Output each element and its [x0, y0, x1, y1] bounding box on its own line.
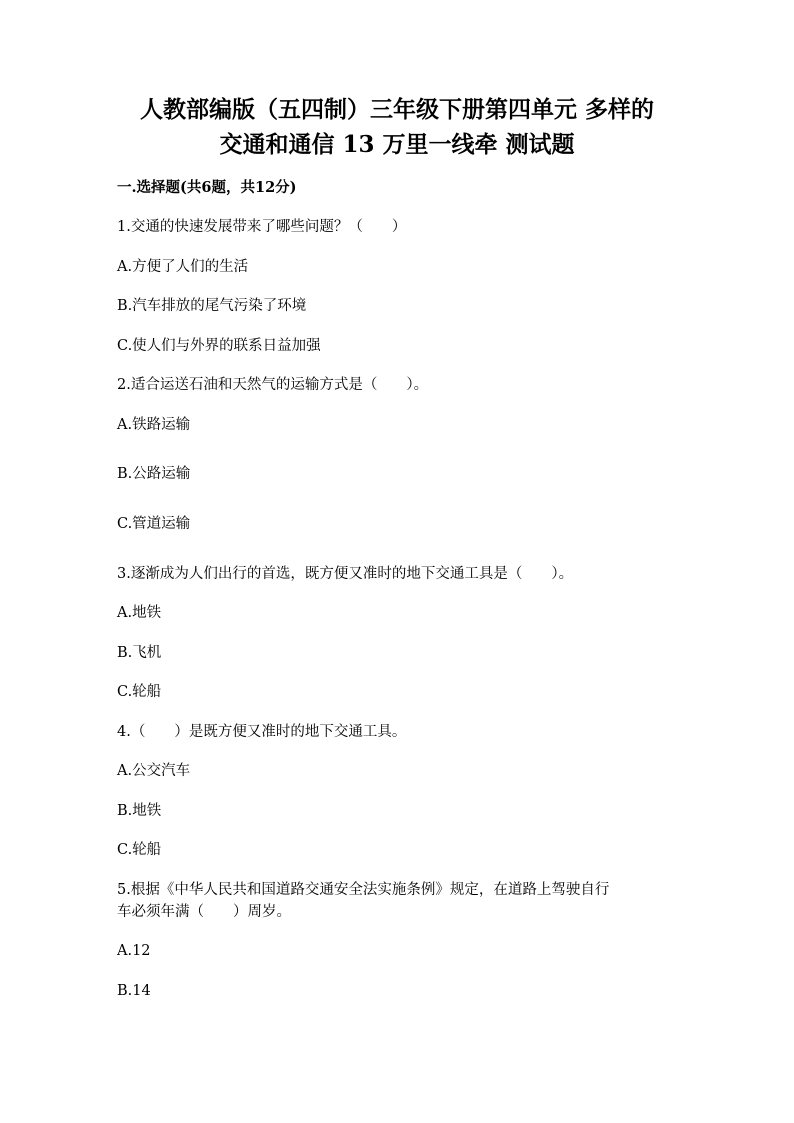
question-1-option-b: B.汽车排放的尾气污染了环境	[117, 298, 307, 314]
question-3-option-a: A.地铁	[117, 605, 162, 621]
question-5-stem-line-1: 5.根据《中华人民共和国道路交通安全法实施条例》规定，在道路上驾驶自行	[117, 882, 610, 898]
question-1-stem: 1.交通的快速发展带来了哪些问题？（ ）	[117, 219, 407, 235]
question-1-option-c: C.使人们与外界的联系日益加强	[117, 338, 321, 354]
question-4-stem: 4.（ ）是既方便又准时的地下交通工具。	[117, 724, 407, 740]
question-5-option-b: B.14	[117, 983, 151, 999]
question-2-option-b: B.公路运输	[117, 466, 191, 482]
question-2-option-c: C.管道运输	[117, 516, 191, 532]
question-5-stem-line-2: 车必须年满（ ）周岁。	[117, 904, 291, 920]
question-4-option-c: C.轮船	[117, 842, 162, 858]
question-3-option-b: B.飞机	[117, 645, 162, 661]
section-heading: 一.选择题(共6题，共12分)	[117, 179, 297, 196]
question-4-option-a: A.公交汽车	[117, 763, 191, 779]
question-3-option-c: C.轮船	[117, 684, 162, 700]
question-4-option-b: B.地铁	[117, 803, 162, 819]
question-5-option-a: A.12	[117, 943, 151, 959]
document-title-line-1: 人教部编版（五四制）三年级下册第四单元 多样的	[139, 96, 654, 123]
document-title-line-2: 交通和通信 13 万里一线牵 测试题	[219, 131, 575, 158]
question-2-stem: 2.适合运送石油和天然气的运输方式是（ ）。	[117, 377, 429, 393]
question-3-stem: 3.逐渐成为人们出行的首选，既方便又准时的地下交通工具是（ ）。	[117, 566, 574, 582]
question-1-option-a: A.方便了人们的生活	[117, 259, 249, 275]
question-2-option-a: A.铁路运输	[117, 417, 191, 433]
